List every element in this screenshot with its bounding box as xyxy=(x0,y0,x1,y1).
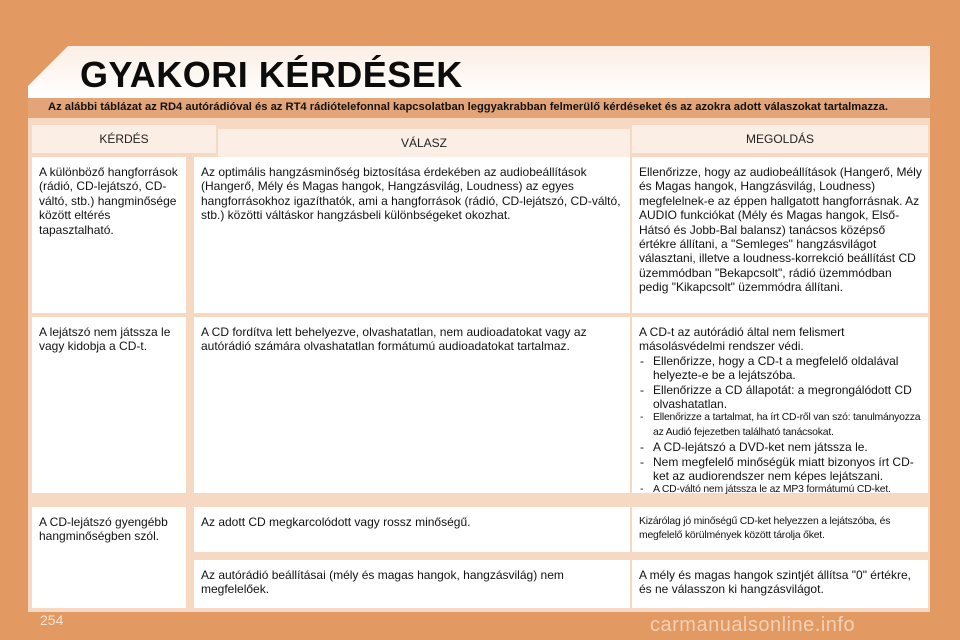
manual-page xyxy=(28,46,930,612)
row-2-solution-list xyxy=(639,354,922,498)
row-3-answer-text: Az adott CD megkarcolódott vagy rossz minőségű. xyxy=(201,515,471,529)
list-item: - Ellenőrizze, hogy a CD-t a megfelelő oldalával helyezte-e be a lejátszóba. xyxy=(639,354,922,383)
row-3-question-text: A CD-lejátszó gyengébb hangminőségben szól. xyxy=(39,515,168,544)
page-subtitle: Az alábbi táblázat az RD4 autórádióval és az RT4 rádiótelefonnal kapcsolatban leggyakrabban felmerülő kérdéseket és az azokra adott válaszokat tartalmazza. xyxy=(48,101,888,113)
page-title: GYAKORI KÉRDÉSEK xyxy=(80,54,463,95)
title-band xyxy=(28,46,930,98)
row-3-question xyxy=(32,507,186,608)
row-3-solution-text: Kizárólag jó minőségű CD-ket helyezzen a lejátszóba, és megfelelő körülmények között tárolja őket. xyxy=(639,516,891,542)
row-4-solution xyxy=(632,560,928,608)
list-item: - Ellenőrizze a tartalmat, ha írt CD-ről van szó: tanulmányozza az Audió fejezetben található tanácsokat. xyxy=(639,411,922,440)
list-item: - Ellenőrizze a CD állapotát: a megrongálódott CD olvashatatlan. xyxy=(639,383,922,412)
row-2-answer-text: A CD fordítva lett behelyezve, olvashatatlan, nem audioadatokat vagy az autórádió számára olvashatatlan formátumú audioadatokat tartalmaz. xyxy=(201,325,587,354)
row-2-question-text: A lejátszó nem játssza le vagy kidobja a CD-t. xyxy=(39,325,171,354)
row-1-question-text: A különböző hangforrások (rádió, CD-lejátszó, CD-váltó, stb.) hangminősége között eltérés tapasztalható. xyxy=(39,165,178,237)
row-3-answer xyxy=(194,507,630,552)
list-item: - Nem megfelelő minőségük miatt bizonyos írt CD-ket az audiorendszer nem képes lejátszani. xyxy=(639,455,922,484)
row-4-solution-text: A mély és magas hangok szintjét állítsa "0" értékre, és ne válasszon ki hangzásvilágot. xyxy=(639,568,911,597)
row-4-answer xyxy=(194,560,630,608)
row-1-solution-text: Ellenőrizze, hogy az audiobeállítások (Hangerő, Mély és Magas hangok, Hangzásvilág, Loudness) megfelelnek-e az éppen hallgatott hangforrásnak. Az AUDIO funkciókat (Mély és Magas hangok, Első-Hátsó és Jobb-Bal balansz) tanácsos középső értékre állítani, a "Semleges" hangzásvilágot választani, illetve a loudness-korrekció beállítást CD üzemmódban "Bekapcsolt", rádió üzemmódban pedig "Kikapcsolt" üzemmódra állítani. xyxy=(639,165,922,295)
row-2-answer xyxy=(194,317,630,493)
row-2-solution-intro: A CD-t az autórádió által nem felismert másolásvédelmi rendszer védi. xyxy=(639,325,845,354)
subtitle-band xyxy=(28,98,930,118)
page-corner-cut xyxy=(28,46,68,86)
row-1-answer-text: Az optimális hangzásminőség biztosítása érdekében az audiobeállítások (Hangerő, Mély és Magas hangok, Hangzásvilág, Loudness) az egyes hangforrásokhoz igazíthatók, ami a hangforrások (rádió, CD-lejátszó, CD-váltó, stb.) közötti váltáskor hangzásbeli különbségeket okozhat. xyxy=(201,165,621,223)
list-item: - A CD-váltó nem játssza le az MP3 formátumú CD-ket. xyxy=(639,483,922,497)
row-1-question xyxy=(32,157,186,313)
header-solution: MEGOLDÁS xyxy=(632,125,928,153)
header-answer: VÁLASZ xyxy=(218,129,630,157)
row-2-question xyxy=(32,317,186,493)
row-1-answer xyxy=(194,157,630,313)
row-3-solution xyxy=(632,507,928,552)
watermark: carmanualsonline.info xyxy=(650,614,856,636)
row-2-solution xyxy=(632,317,928,496)
page-number: 254 xyxy=(40,612,64,628)
header-question: KÉRDÉS xyxy=(32,125,216,153)
list-item: - A CD-lejátszó a DVD-ket nem játssza le. xyxy=(639,440,922,454)
row-4-answer-text: Az autórádió beállításai (mély és magas hangok, hangzásvilág) nem megfelelőek. xyxy=(201,568,564,597)
row-1-solution xyxy=(632,157,928,313)
